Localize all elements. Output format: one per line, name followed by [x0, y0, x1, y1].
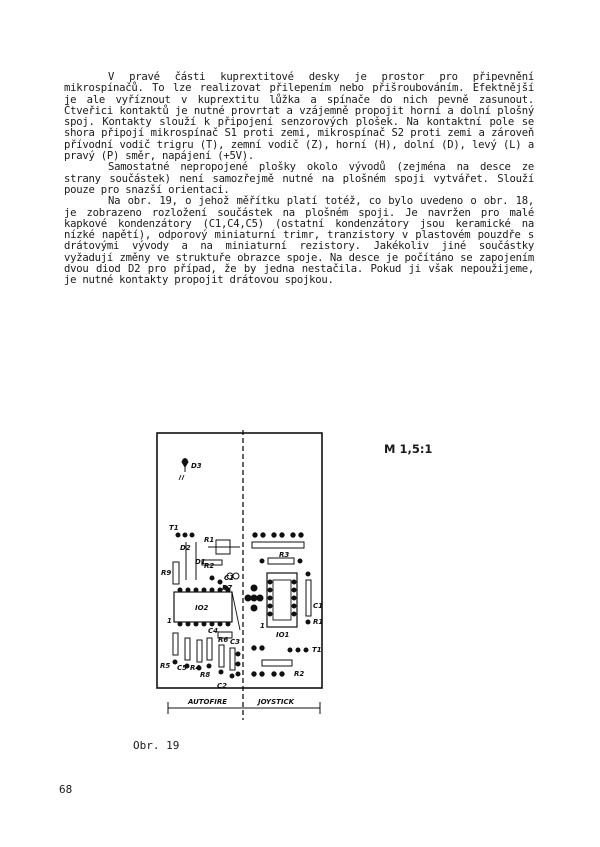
pcb-component-layout — [140, 430, 340, 730]
paragraph-2: Samostatné nepropojené plošky okolo vývodů (zejména na desce ze strany součástek) není samozřejmě nutné na plošném spoji vytvářet. Slouží pouze pro snazší orientaci. — [64, 161, 534, 196]
label-pin1-left: 1 — [167, 617, 172, 625]
joystick-label: JOYSTICK — [258, 698, 295, 706]
label-d2: D2 — [180, 544, 191, 552]
label-io1: IO1 — [276, 631, 290, 639]
label-d3: D3 — [191, 462, 202, 470]
paragraph-1: V pravé části kuprextitové desky je prostor pro připevnění mikrospínačů. To lze realizovat přilepením nebo přišroubováním. Efektnější je ale vyříznout v kuprextitu lůžka a spínače do nich pevně zasunout. Čtveřici kontaktů je nutné provrtat a vzájemně propojit horní a dolní plošný spoj. Kontakty slouží k připojení senzorových plošek. Na kontaktní pole se shora připojí mikrospínač S1 proti zemi, mikrospínač S2 proti zemi a zároveň přívodní vodič trigru (T), zemní vodič (Z), horní (H), dolní (D), levý (L) a pravý (P) směr, napájení (+5V). — [64, 71, 534, 163]
label-pin1-right: 1 — [260, 622, 265, 630]
label-r5: R5 — [160, 662, 171, 670]
label-d1: D1 — [195, 558, 206, 566]
label-r9: R9 — [161, 569, 172, 577]
label-r1-left: R1 — [204, 536, 215, 544]
label-c4: C4 — [208, 627, 219, 635]
label-r3: R3 — [279, 551, 290, 559]
autofire-label: AUTOFIRE — [188, 698, 228, 706]
label-r8: R8 — [200, 671, 211, 679]
label-t1-left: T1 — [169, 524, 179, 532]
label-c1-right: C1 — [313, 602, 324, 610]
label-t1-right: T1 — [312, 646, 322, 654]
scale-label: M 1,5:1 — [384, 442, 433, 456]
label-r2-right: R2 — [294, 670, 305, 678]
label-r4: R4 — [190, 664, 201, 672]
label-r1-right: R1 — [313, 618, 324, 626]
label-r2-left: R2 — [204, 562, 215, 570]
label-io2: IO2 — [195, 604, 209, 612]
label-c1-left: C1 — [224, 574, 235, 582]
label-c3: C3 — [230, 638, 241, 646]
figure-caption: Obr. 19 — [133, 739, 180, 752]
paragraph-3: Na obr. 19, o jehož měřítku platí totéž, co bylo uvedeno o obr. 18, je zobrazeno rozložení součástek na plošném spoji. Je navržen pro malé kapkové kondenzátory (C1,C4,C5) (ostatní kondenzátory jsou keramické na nízké napětí), odporový miniaturní trimr, tranzistory v plastovém pouzdře s drátovými vývody a na miniaturní rezistory. Jakékoliv jiné součástky vyžadují změny ve struktuře obrazce spoje. Na desce je počítáno se zapojením dvou diod D2 pro případ, že by jedna nestačila. Pokud ji však nepoužijeme, je nutné kontakty propojit drátovou spojkou. — [64, 195, 534, 287]
label-c2: C2 — [217, 682, 228, 690]
page-number: 68 — [59, 783, 73, 796]
label-c5: C5 — [177, 664, 188, 672]
label-r7: R7 — [222, 584, 233, 592]
label-r6: R6 — [218, 636, 229, 644]
body-text — [64, 72, 534, 287]
